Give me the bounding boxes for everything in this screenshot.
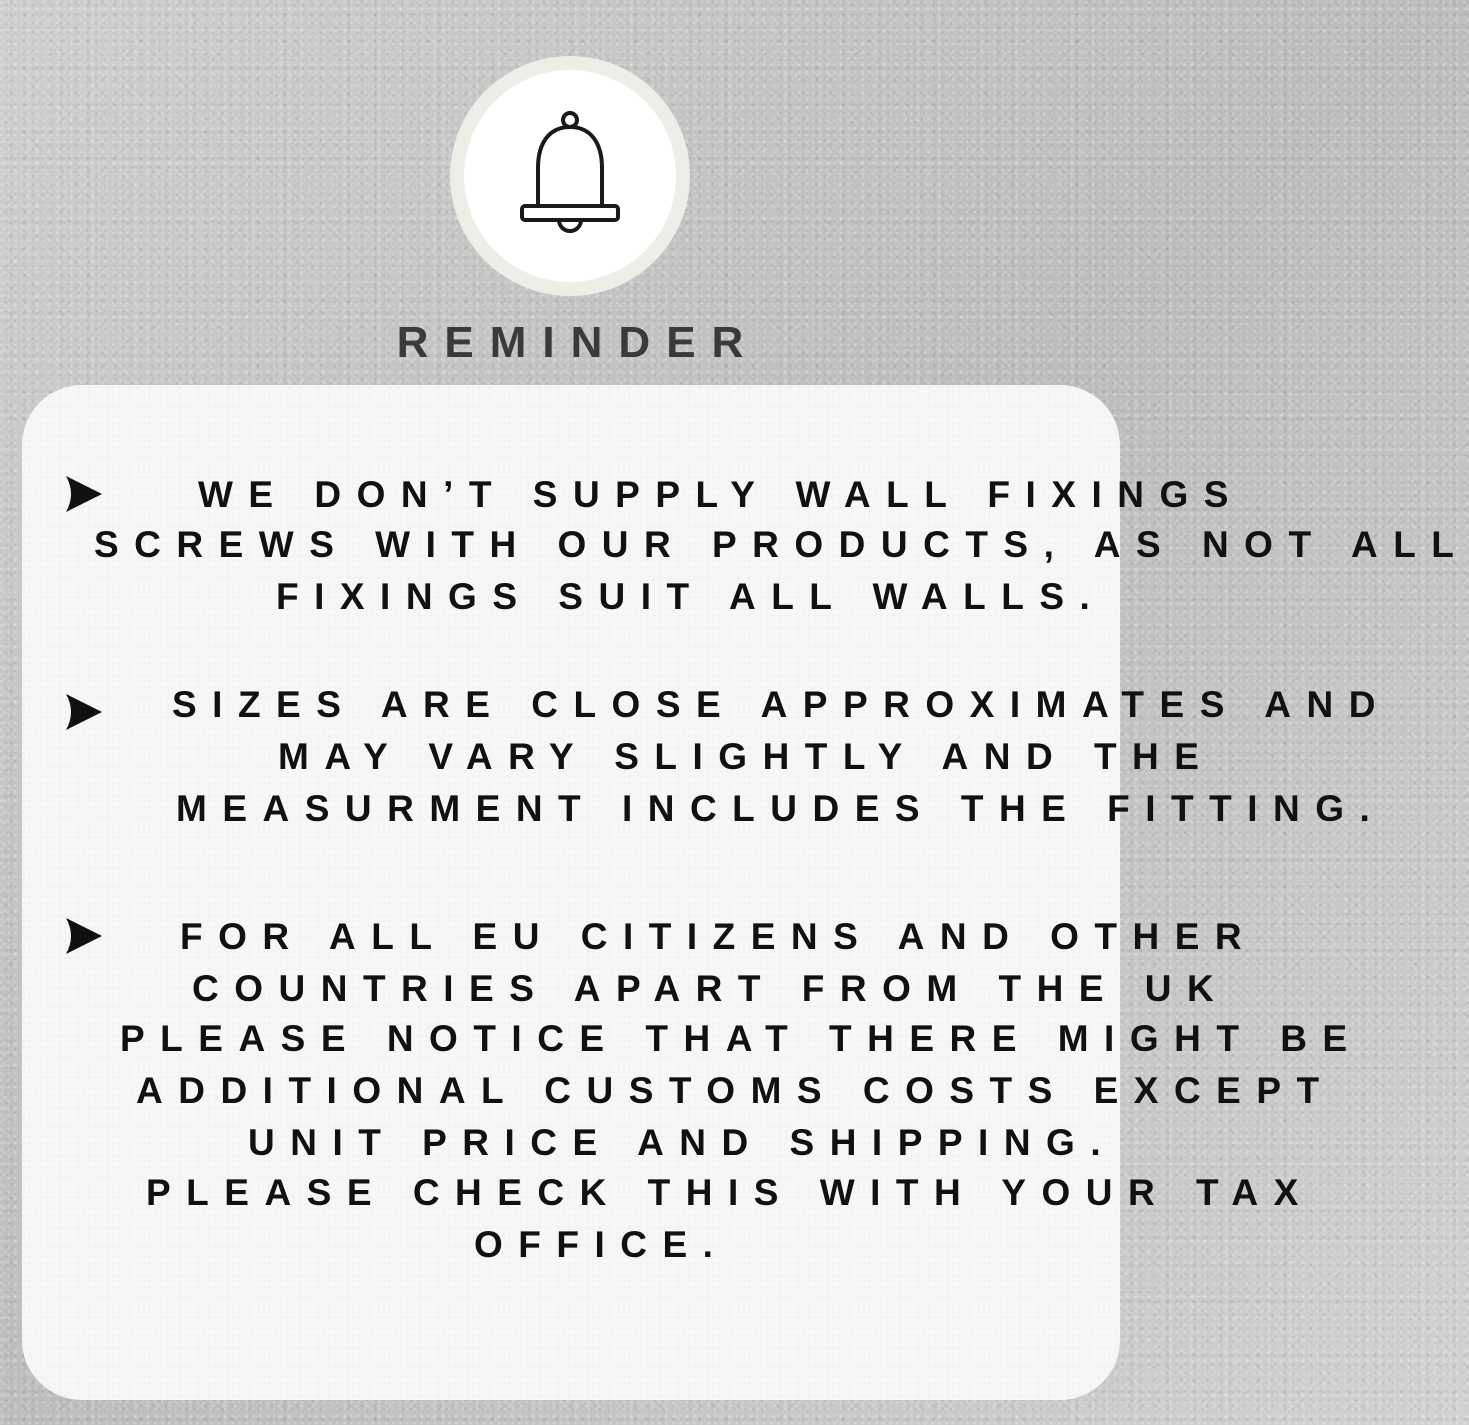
note-line: OFFICE. xyxy=(474,1224,729,1265)
page-title: REMINDER xyxy=(396,318,760,367)
note-line: UNIT PRICE AND SHIPPING. xyxy=(248,1122,1117,1163)
note-line: MEASURMENT INCLUDES THE FITTING. xyxy=(176,788,1386,829)
bell-badge xyxy=(450,56,690,296)
arrow-bullet-icon xyxy=(62,914,106,958)
note-line: FOR ALL EU CITIZENS AND OTHER xyxy=(180,916,1258,957)
bell-icon xyxy=(520,98,620,238)
arrow-bullet-icon xyxy=(62,690,106,734)
note-line: PLEASE CHECK THIS WITH YOUR TAX xyxy=(146,1172,1314,1213)
note-line: WE DON’T SUPPLY WALL FIXINGS xyxy=(198,474,1244,515)
note-line: PLEASE NOTICE THAT THERE MIGHT BE xyxy=(120,1018,1363,1059)
bell-badge-inner xyxy=(464,70,676,282)
arrow-bullet-icon xyxy=(62,472,106,516)
note-line: FIXINGS SUIT ALL WALLS. xyxy=(276,576,1106,617)
note-line: SCREWS WITH OUR PRODUCTS, AS NOT ALL xyxy=(94,524,1469,565)
note-line: SIZES ARE CLOSE APPROXIMATES AND xyxy=(172,684,1391,725)
note-line: ADDITIONAL CUSTOMS COSTS EXCEPT xyxy=(136,1070,1335,1111)
note-line: COUNTRIES APART FROM THE UK xyxy=(192,968,1230,1009)
note-line: MAY VARY SLIGHTLY AND THE xyxy=(278,736,1215,777)
